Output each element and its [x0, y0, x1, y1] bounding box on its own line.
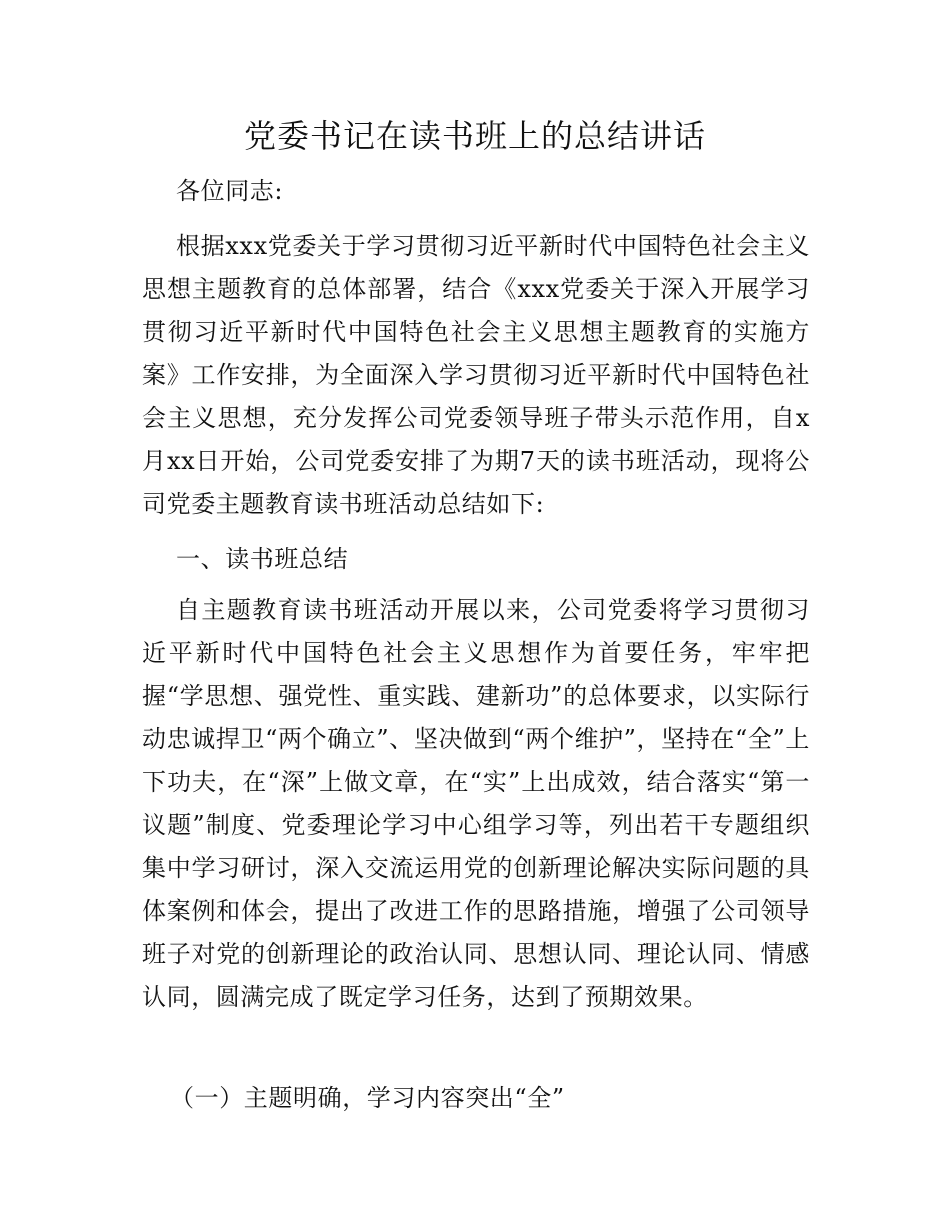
- subsection-heading: （一）主题明确，学习内容突出“全”: [170, 1084, 565, 1112]
- document-title: 党委书记在读书班上的总结讲话: [243, 117, 706, 155]
- section-heading: 一、读书班总结: [176, 545, 349, 573]
- paragraph-summary: 自主题教育读书班活动开展以来，公司党委将学习贯彻习近平新时代中国特色社会主义思想作为首要任务，牢牢把握“学思想、强党性、重实践、建新功”的总体要求，以实际行动忠诚捍卫“两个确立”、坚决做到“两个维护”，坚持在“全”上下功夫，在“深”上做文章，在“实”上出成效，结合落实“第一议题”制度、党委理论学习中心组学习等，列出若干专题组织集中学习研讨，深入交流运用党的创新理论解决实际问题的具体案例和体会，提出了改进工作的思路措施，增强了公司领导班子对党的创新理论的政治认同、思想认同、理论认同、情感认同，圆满完成了既定学习任务，达到了预期效果。: [142, 596, 810, 1011]
- salutation: 各位同志:: [176, 177, 284, 205]
- paragraph-intro: 根据xxx党委关于学习贯彻习近平新时代中国特色社会主义思想主题教育的总体部署，结合《xxx党委关于深入开展学习贯彻习近平新时代中国特色社会主义思想主题教育的实施方案》工作安排，为全面深入学习贯彻习近平新时代中国特色社会主义思想，充分发挥公司党委领导班子带头示范作用，自x月xx日开始，公司党委安排了为期7天的读书班活动，现将公司党委主题教育读书班活动总结如下:: [142, 232, 810, 518]
